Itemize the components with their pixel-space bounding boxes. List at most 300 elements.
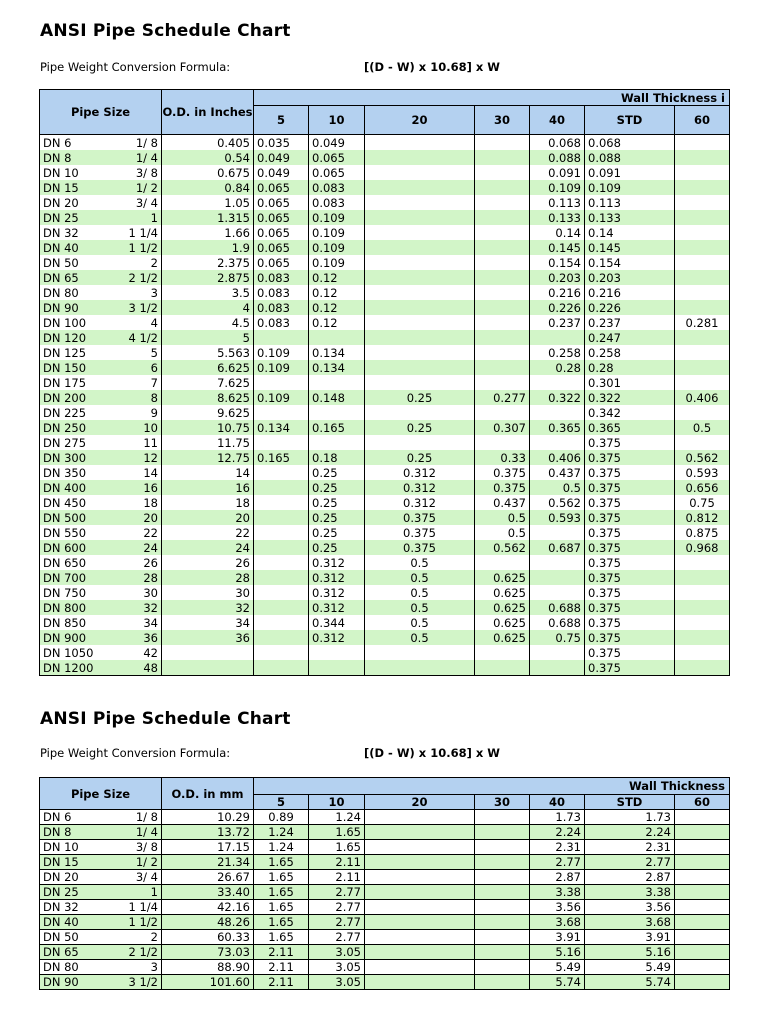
table-cell: 1.65: [254, 855, 309, 870]
table-row: [40, 975, 730, 990]
table-cell: 2.77: [309, 915, 365, 930]
table-cell: 1.73: [530, 810, 585, 825]
table-cell: [675, 945, 730, 960]
table-cell: [365, 210, 475, 225]
table-cell: 16: [110, 480, 162, 495]
table-cell: DN 350: [40, 465, 110, 480]
table-cell: [309, 660, 365, 676]
table-cell: 0.312: [309, 630, 365, 645]
table-cell: 1.24: [254, 825, 309, 840]
table-cell: DN 32: [40, 900, 110, 915]
table-row: [40, 510, 730, 525]
table-cell: 2.31: [585, 840, 675, 855]
table-cell: [365, 975, 475, 990]
table-cell: 0.625: [475, 585, 530, 600]
table-row: [40, 300, 730, 315]
table-cell: 0.25: [309, 480, 365, 495]
table-row: [40, 465, 730, 480]
table-cell: [675, 915, 730, 930]
table-body: [40, 135, 730, 676]
table-cell: 4.5: [162, 315, 254, 330]
table-cell: 0.375: [365, 540, 475, 555]
table-cell: 0.375: [365, 525, 475, 540]
table-row: [40, 945, 730, 960]
table-cell: [475, 930, 530, 945]
table-cell: [475, 195, 530, 210]
table-cell: DN 300: [40, 450, 110, 465]
header-schedule: 10: [309, 106, 365, 135]
table-cell: 0.25: [365, 450, 475, 465]
table-cell: 0.165: [309, 420, 365, 435]
table-cell: 2.87: [530, 870, 585, 885]
table-cell: DN 8: [40, 825, 110, 840]
table-cell: [675, 180, 730, 195]
table-cell: DN 65: [40, 270, 110, 285]
table-cell: 0.109: [530, 180, 585, 195]
header-schedule: 60: [675, 106, 730, 135]
table-row: [40, 615, 730, 630]
table-cell: DN 90: [40, 300, 110, 315]
table-cell: 0.375: [475, 480, 530, 495]
table-cell: 3.91: [585, 930, 675, 945]
table-cell: 0.154: [585, 255, 675, 270]
table-cell: 0.091: [585, 165, 675, 180]
formula-label: Pipe Weight Conversion Formula:: [40, 746, 231, 760]
table-cell: DN 15: [40, 855, 110, 870]
table-cell: DN 10: [40, 165, 110, 180]
table-cell: [675, 930, 730, 945]
table-cell: DN 10: [40, 840, 110, 855]
table-cell: [475, 825, 530, 840]
table-row: [40, 540, 730, 555]
table-cell: 3.68: [530, 915, 585, 930]
table-cell: 0.258: [530, 345, 585, 360]
table-cell: 0.5: [365, 585, 475, 600]
table-cell: [530, 525, 585, 540]
table-cell: [365, 915, 475, 930]
header-schedule: 20: [365, 106, 475, 135]
table-cell: 0.301: [585, 375, 675, 390]
table-cell: [254, 465, 309, 480]
table-cell: [365, 960, 475, 975]
chart-title: ANSI Pipe Schedule Chart: [40, 21, 291, 41]
table-cell: DN 400: [40, 480, 110, 495]
table-cell: 0.312: [309, 585, 365, 600]
table-cell: 3.68: [585, 915, 675, 930]
table-row: [40, 930, 730, 945]
table-cell: [475, 555, 530, 570]
table-cell: 0.406: [530, 450, 585, 465]
table-cell: 0.216: [530, 285, 585, 300]
table-cell: [530, 660, 585, 676]
table-cell: 1/ 2: [110, 180, 162, 195]
formula-text: [(D - W) x 10.68] x W: [364, 746, 500, 760]
table-cell: 0.375: [585, 465, 675, 480]
table-cell: 1.9: [162, 240, 254, 255]
table-cell: 0.133: [530, 210, 585, 225]
table-cell: [675, 195, 730, 210]
table-cell: [254, 645, 309, 660]
table-cell: 0.145: [585, 240, 675, 255]
table-row: [40, 285, 730, 300]
table-cell: 0.675: [162, 165, 254, 180]
table-cell: 0.065: [254, 240, 309, 255]
table-cell: 0.312: [365, 465, 475, 480]
table-cell: 2.77: [585, 855, 675, 870]
table-row: [40, 360, 730, 375]
table-cell: 9: [110, 405, 162, 420]
table-cell: [675, 825, 730, 840]
header-schedule: 30: [475, 106, 530, 135]
table-row: [40, 525, 730, 540]
table-cell: [675, 285, 730, 300]
table-cell: [365, 330, 475, 345]
header-schedule: 40: [530, 795, 585, 810]
table-cell: 0.375: [585, 570, 675, 585]
table-cell: 0.049: [254, 165, 309, 180]
table-cell: DN 6: [40, 135, 110, 151]
table-cell: 0.065: [309, 165, 365, 180]
table-cell: [675, 570, 730, 585]
table-cell: 0.375: [585, 555, 675, 570]
table-row: [40, 960, 730, 975]
table-row: [40, 555, 730, 570]
table-cell: 0.113: [585, 195, 675, 210]
table-cell: 2.11: [309, 855, 365, 870]
table-cell: 42.16: [162, 900, 254, 915]
table-cell: 2.11: [254, 960, 309, 975]
table-cell: 0.065: [254, 180, 309, 195]
table-cell: 0.134: [309, 345, 365, 360]
table-cell: 26: [110, 555, 162, 570]
table-cell: 0.25: [309, 525, 365, 540]
table-cell: [675, 615, 730, 630]
table-cell: [254, 585, 309, 600]
table-cell: 11: [110, 435, 162, 450]
table-cell: 0.083: [254, 285, 309, 300]
header-wall-thickness: Wall Thickness: [254, 778, 730, 795]
table-cell: [365, 225, 475, 240]
table-cell: 0.065: [254, 225, 309, 240]
table-cell: DN 1200: [40, 660, 110, 676]
table-cell: 0.375: [585, 630, 675, 645]
table-cell: 0.109: [585, 180, 675, 195]
table-cell: 2.24: [585, 825, 675, 840]
table-cell: DN 25: [40, 210, 110, 225]
table-cell: 1.65: [254, 870, 309, 885]
header-schedule: STD: [585, 795, 675, 810]
table-cell: DN 550: [40, 525, 110, 540]
table-cell: [475, 300, 530, 315]
table-cell: DN 600: [40, 540, 110, 555]
table-cell: 3.91: [530, 930, 585, 945]
table-cell: DN 1050: [40, 645, 110, 660]
table-cell: [365, 150, 475, 165]
table-cell: 0.375: [475, 465, 530, 480]
table-cell: 0.688: [530, 600, 585, 615]
table-cell: 0.75: [675, 495, 730, 510]
table-cell: DN 40: [40, 240, 110, 255]
table-cell: 1: [110, 210, 162, 225]
table-cell: 0.625: [475, 630, 530, 645]
table-cell: [475, 960, 530, 975]
table-cell: 0.12: [309, 315, 365, 330]
header-schedule: STD: [585, 106, 675, 135]
table-cell: 0.312: [309, 555, 365, 570]
table-cell: 0.562: [675, 450, 730, 465]
table-cell: [475, 855, 530, 870]
table-cell: DN 50: [40, 255, 110, 270]
table-cell: 0.656: [675, 480, 730, 495]
header-schedule: 60: [675, 795, 730, 810]
table-row: [40, 840, 730, 855]
table-cell: 0.258: [585, 345, 675, 360]
table-cell: 0.109: [309, 210, 365, 225]
table-cell: [365, 825, 475, 840]
table-cell: [365, 135, 475, 151]
table-cell: 0.237: [585, 315, 675, 330]
table-cell: 2.31: [530, 840, 585, 855]
table-cell: 36: [110, 630, 162, 645]
table-cell: 0.375: [585, 510, 675, 525]
table-cell: 0.109: [309, 240, 365, 255]
table-cell: [530, 375, 585, 390]
table-cell: 1/ 2: [110, 855, 162, 870]
table-cell: 0.088: [585, 150, 675, 165]
table-cell: 0.068: [530, 135, 585, 151]
table-cell: 1.315: [162, 210, 254, 225]
table-cell: 0.237: [530, 315, 585, 330]
table-cell: 0.083: [309, 180, 365, 195]
table-cell: 0.148: [309, 390, 365, 405]
table-cell: [675, 975, 730, 990]
table-cell: [475, 360, 530, 375]
table-cell: DN 275: [40, 435, 110, 450]
table-row: [40, 255, 730, 270]
table-cell: 0.109: [254, 360, 309, 375]
table-cell: [475, 660, 530, 676]
table-cell: 0.083: [254, 315, 309, 330]
table-cell: 0.344: [309, 615, 365, 630]
table-cell: 36: [162, 630, 254, 645]
table-row: [40, 855, 730, 870]
table-cell: 5.49: [530, 960, 585, 975]
table-cell: 0.33: [475, 450, 530, 465]
table-cell: 0.083: [309, 195, 365, 210]
table-cell: 0.375: [585, 435, 675, 450]
table-cell: 30: [110, 585, 162, 600]
table-cell: 21.34: [162, 855, 254, 870]
table-row: [40, 405, 730, 420]
table-cell: DN 50: [40, 930, 110, 945]
table-cell: DN 40: [40, 915, 110, 930]
table-cell: 0.25: [309, 465, 365, 480]
table-row: [40, 270, 730, 285]
table-cell: 16: [162, 480, 254, 495]
table-row: [40, 240, 730, 255]
table-cell: 0.322: [530, 390, 585, 405]
table-cell: 28: [110, 570, 162, 585]
table-cell: 0.109: [309, 225, 365, 240]
table-cell: 0.068: [585, 135, 675, 151]
table-cell: [475, 180, 530, 195]
table-cell: DN 32: [40, 225, 110, 240]
table-cell: [254, 480, 309, 495]
table-cell: [675, 255, 730, 270]
table-cell: 3/ 8: [110, 840, 162, 855]
table-cell: 9.625: [162, 405, 254, 420]
table-cell: 0.083: [254, 300, 309, 315]
table-cell: 20: [162, 510, 254, 525]
table-cell: 6: [110, 360, 162, 375]
table-cell: [475, 900, 530, 915]
table-cell: [254, 510, 309, 525]
table-row: [40, 600, 730, 615]
table-row: [40, 645, 730, 660]
table-cell: 0.091: [530, 165, 585, 180]
table-cell: 0.75: [530, 630, 585, 645]
table-cell: DN 200: [40, 390, 110, 405]
table-row: [40, 150, 730, 165]
table-cell: 12.75: [162, 450, 254, 465]
table-cell: 5: [110, 345, 162, 360]
pipe-schedule-table-mm: [39, 777, 730, 990]
table-cell: [675, 270, 730, 285]
table-cell: 2.11: [254, 975, 309, 990]
table-cell: 1.65: [254, 930, 309, 945]
table-cell: DN 175: [40, 375, 110, 390]
table-cell: 24: [162, 540, 254, 555]
table-cell: 3.56: [585, 900, 675, 915]
table-cell: [675, 240, 730, 255]
table-row: [40, 420, 730, 435]
table-cell: [475, 165, 530, 180]
table-row: [40, 660, 730, 676]
table-cell: [365, 165, 475, 180]
table-cell: 0.322: [585, 390, 675, 405]
table-cell: 1.65: [254, 885, 309, 900]
table-cell: 0.365: [585, 420, 675, 435]
header-pipe-size: Pipe Size: [40, 778, 162, 810]
table-row: [40, 450, 730, 465]
table-cell: 5.16: [585, 945, 675, 960]
table-cell: [475, 135, 530, 151]
table-cell: 1.05: [162, 195, 254, 210]
table-cell: 0.375: [365, 510, 475, 525]
table-cell: 0.226: [585, 300, 675, 315]
table-cell: 11.75: [162, 435, 254, 450]
table-cell: DN 15: [40, 180, 110, 195]
table-cell: 1 1/4: [110, 900, 162, 915]
table-cell: 0.28: [530, 360, 585, 375]
table-cell: 5: [162, 330, 254, 345]
table-cell: 2.77: [309, 885, 365, 900]
table-cell: 0.12: [309, 270, 365, 285]
table-cell: 1/ 4: [110, 150, 162, 165]
table-row: [40, 870, 730, 885]
table-cell: [365, 840, 475, 855]
table-cell: DN 450: [40, 495, 110, 510]
table-cell: 0.312: [309, 600, 365, 615]
table-cell: [254, 660, 309, 676]
table-cell: 1.24: [309, 810, 365, 825]
table-cell: DN 850: [40, 615, 110, 630]
table-cell: 0.083: [254, 270, 309, 285]
table-cell: [530, 435, 585, 450]
table-cell: [254, 405, 309, 420]
table-cell: 8: [110, 390, 162, 405]
table-cell: 0.375: [585, 450, 675, 465]
table-cell: 101.60: [162, 975, 254, 990]
table-cell: 0.375: [585, 495, 675, 510]
table-cell: 12: [110, 450, 162, 465]
table-cell: 20: [110, 510, 162, 525]
table-body: [40, 810, 730, 990]
table-cell: 32: [110, 600, 162, 615]
table-cell: [675, 900, 730, 915]
table-cell: [365, 900, 475, 915]
table-cell: 28: [162, 570, 254, 585]
table-cell: 2.77: [309, 900, 365, 915]
table-row: [40, 480, 730, 495]
table-cell: 26.67: [162, 870, 254, 885]
table-cell: [365, 255, 475, 270]
table-cell: 0.25: [365, 420, 475, 435]
table-cell: [475, 345, 530, 360]
table-cell: 0.375: [585, 525, 675, 540]
table-cell: 18: [162, 495, 254, 510]
table-cell: 0.5: [530, 480, 585, 495]
table-cell: [475, 255, 530, 270]
table-cell: 1/ 8: [110, 135, 162, 151]
table-cell: 0.247: [585, 330, 675, 345]
table-cell: [365, 300, 475, 315]
table-cell: 5.74: [530, 975, 585, 990]
table-cell: 3 1/2: [110, 300, 162, 315]
table-row: [40, 630, 730, 645]
table-cell: [475, 915, 530, 930]
table-cell: 0.54: [162, 150, 254, 165]
table-row: [40, 585, 730, 600]
table-cell: 0.405: [162, 135, 254, 151]
table-cell: 1: [110, 885, 162, 900]
table-cell: [475, 870, 530, 885]
table-cell: 14: [162, 465, 254, 480]
formula-label: Pipe Weight Conversion Formula:: [40, 60, 231, 74]
table-cell: 0.065: [254, 210, 309, 225]
table-cell: 0.109: [309, 255, 365, 270]
table-cell: 26: [162, 555, 254, 570]
table-row: [40, 195, 730, 210]
table-cell: 2.77: [309, 930, 365, 945]
table-cell: [675, 960, 730, 975]
table-row: [40, 570, 730, 585]
table-cell: [162, 645, 254, 660]
table-cell: 0.28: [585, 360, 675, 375]
table-cell: [309, 645, 365, 660]
table-cell: [675, 660, 730, 676]
table-cell: 32: [162, 600, 254, 615]
table-row: [40, 810, 730, 825]
table-cell: 0.307: [475, 420, 530, 435]
table-cell: [475, 375, 530, 390]
table-cell: [675, 375, 730, 390]
table-row: [40, 330, 730, 345]
table-cell: 0.375: [585, 645, 675, 660]
table-cell: 0.133: [585, 210, 675, 225]
table-cell: 0.065: [254, 255, 309, 270]
table-row: [40, 390, 730, 405]
